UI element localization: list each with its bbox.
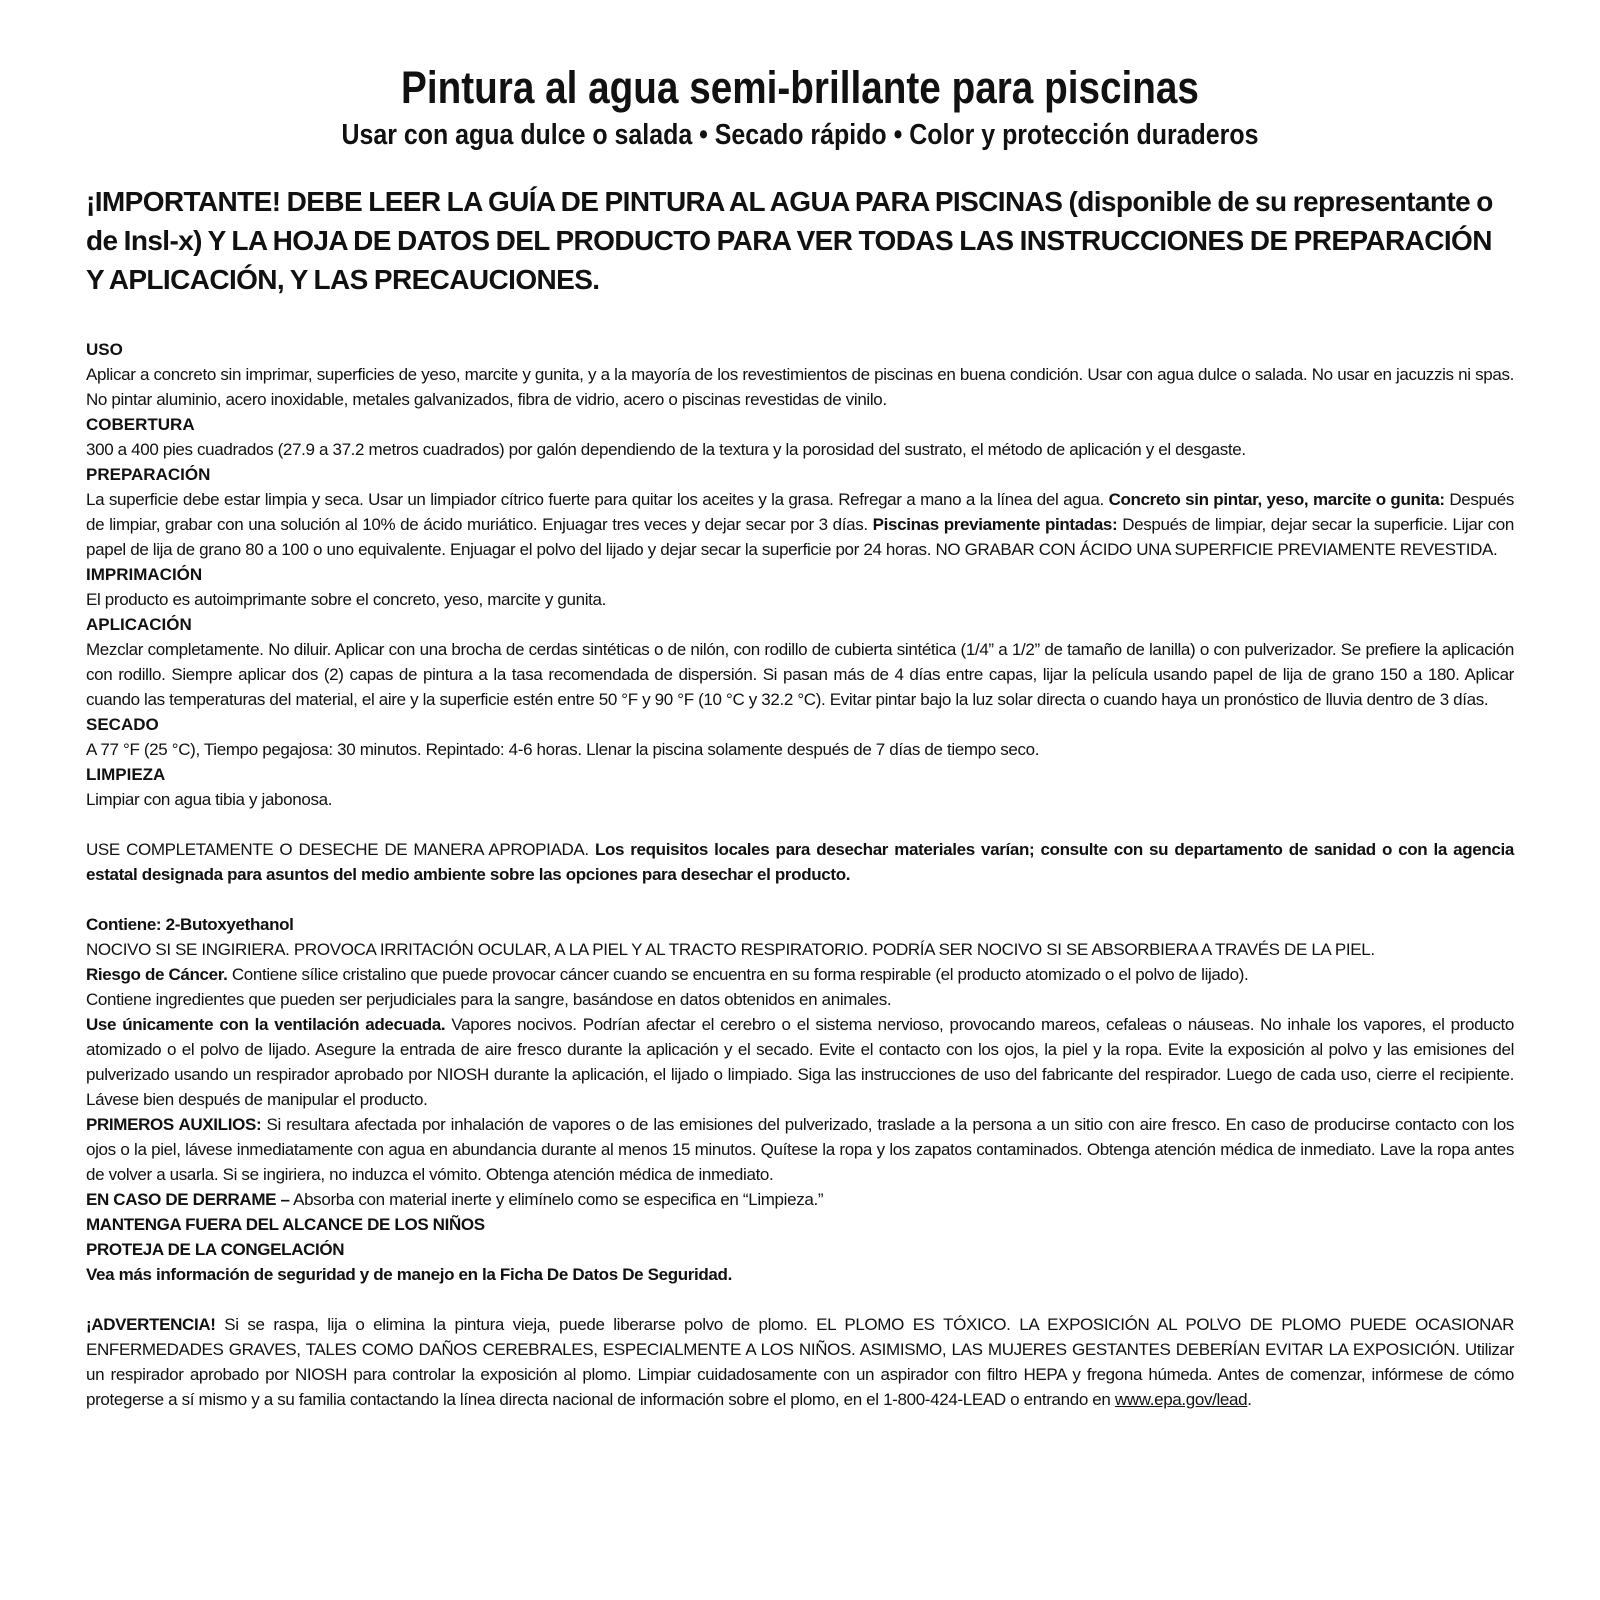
bold-text: Use únicamente con la ventilación adecuada. <box>86 1015 446 1034</box>
bold-text: PRIMEROS AUXILIOS: <box>86 1115 262 1134</box>
section-body: Mezclar completamente. No diluir. Aplicar con una brocha de cerdas sintéticas o de nilón, con rodillo de cubierta sintética (1/4” a 1/2” de tamaño de lanilla) o con pulverizador. Se prefiere la aplicación con rodillo. Siempre aplicar dos (2) capas de pintura a la tasa recomendada de dispersión. Si pasan más de 4 días entre capas, lijar la película usando papel de lija de grano 150 a 180. Aplicar cuando las temperaturas del material, el aire y la superficie estén entre 50 °F y 90 °F (10 °C y 32.2 °C). Evitar pintar bajo la luz solar directa o cuando haya un pronóstico de lluvia dentro de 3 días. <box>86 640 1514 709</box>
section-heading: APLICACIÓN <box>86 615 192 634</box>
bold-text: ¡ADVERTENCIA! <box>86 1315 216 1334</box>
bold-text: EN CASO DE DERRAME – <box>86 1190 290 1209</box>
section-body: A 77 °F (25 °C), Tiempo pegajosa: 30 minutos. Repintado: 4-6 horas. Llenar la piscina solamente después de 7 días de tiempo seco. <box>86 740 1040 759</box>
first-aid <box>86 1112 1514 1187</box>
disposal-notice <box>86 837 1514 887</box>
bold-text: Concreto sin pintar, yeso, marcite o gunita: <box>1108 490 1445 509</box>
body-text: Vapores nocivos. Podrían afectar el cerebro o el sistema nervioso, provocando mareos, cefaleas o náuseas. No inhale los vapores, el producto atomizado o el polvo de lijado. Asegure la entrada de aire fresco durante la aplicación y el secado. Evite el contacto con los ojos, la piel y la ropa. Evite la exposición al polvo y las emisiones del pulverizado usando un respirador aprobado por NIOSH durante la aplicación, el lijado o limpiado. Siga las instrucciones de uso del fabricante del respirador. Luego de cada uso, cierre el recipiente. Lávese bien después de manipular el producto. <box>86 1015 1514 1109</box>
section-aplicacion <box>86 612 1514 712</box>
section-body: El producto es autoimprimante sobre el concreto, yeso, marcite y gunita. <box>86 590 607 609</box>
section-limpieza <box>86 762 1514 812</box>
product-sections <box>86 337 1514 1412</box>
section-heading: SECADO <box>86 715 159 734</box>
ventilation-warning <box>86 1012 1514 1112</box>
bold-text: Los requisitos locales para desechar materiales varían; consulte con su departamento de sanidad o con la agencia estatal designada para asuntos del medio ambiente sobre las opciones para desechar el producto. <box>86 840 1514 884</box>
body-text: . <box>1247 1390 1252 1409</box>
section-heading: PREPARACIÓN <box>86 465 211 484</box>
section-secado <box>86 712 1514 762</box>
section-heading: COBERTURA <box>86 415 195 434</box>
spill-instructions <box>86 1187 1514 1212</box>
section-preparacion <box>86 462 1514 562</box>
bold-text: Piscinas previamente pintadas: <box>872 515 1118 534</box>
section-body: Limpiar con agua tibia y jabonosa. <box>86 790 333 809</box>
body-text: Si se raspa, lija o elimina la pintura vieja, puede liberarse polvo de plomo. EL PLOMO ES TÓXICO. LA EXPOSICIÓN AL POLVO DE PLOMO PUEDE OCASIONAR ENFERMEDADES GRAVES, TALES COMO DAÑOS CEREBRALES, ESPECIALMENTE A LOS NIÑOS. ASIMISMO, LAS MUJERES GESTANTES DEBERÍAN EVITAR LA EXPOSICIÓN. Utilizar un respirador aprobado por NIOSH para controlar la exposición al plomo. Limpiar cuidadosamente con un aspirador con filtro HEPA y fregona húmeda. Antes de comenzar, infórmese de cómo protegerse a sí mismo y a su familia contactando la línea directa nacional de información sobre el plomo, en el 1-800-424-LEAD o entrando en <box>86 1315 1514 1409</box>
body-text: Después de limpiar, grabar con una solución al 10% de ácido muriático. Enjuagar tres veces y dejar secar por 3 días. <box>86 490 1514 534</box>
lead-warning <box>86 1312 1514 1412</box>
body-text: USE COMPLETAMENTE O DESECHE DE MANERA APROPIADA. <box>86 840 595 859</box>
section-uso <box>86 337 1514 412</box>
epa-link[interactable]: www.epa.gov/lead <box>1114 1390 1248 1409</box>
section-body: 300 a 400 pies cuadrados (27.9 a 37.2 metros cuadrados) por galón dependiendo de la textura y la porosidad del sustrato, el método de aplicación y el desgaste. <box>86 440 1246 459</box>
section-heading: USO <box>86 340 123 359</box>
contains-ingredient: Contiene: 2-Butoxyethanol <box>86 915 294 934</box>
cancer-risk <box>86 962 1514 987</box>
body-text: Contiene sílice cristalino que puede provocar cáncer cuando se encuentra en su forma respirable (el producto atomizado o el polvo de lijado). <box>227 965 1249 984</box>
body-text: Absorba con material inerte y elimínelo como se especifica en “Limpieza.” <box>289 1190 824 1209</box>
page-subtitle: Usar con agua dulce o salada • Secado rápido • Color y protección duraderos <box>341 119 1259 151</box>
body-text: La superficie debe estar limpia y seca. Usar un limpiador cítrico fuerte para quitar los aceites y la grasa. Refregar a mano a la línea del agua. <box>86 490 1109 509</box>
freeze-warning: PROTEJA DE LA CONGELACIÓN <box>86 1240 345 1259</box>
section-heading: LIMPIEZA <box>86 765 166 784</box>
section-body <box>86 487 1514 562</box>
important-notice: ¡IMPORTANTE! DEBE LEER LA GUÍA DE PINTURA AL AGUA PARA PISCINAS (disponible de su representante o de Insl-x) Y LA HOJA DE DATOS DEL PRODUCTO PARA VER TODAS LAS INSTRUCCIONES DE PREPARACIÓN Y APLICACIÓN, Y LAS PRECAUCIONES. <box>86 186 1493 295</box>
body-text: Si resultara afectada por inhalación de vapores o de las emisiones del pulverizado, traslade a la persona a un sitio con aire fresco. En caso de producirse contacto con los ojos o la piel, lávese inmediatamente con agua en abundancia durante al menos 15 minutos. Quítese la ropa y los zapatos contaminados. Obtenga atención médica de inmediato. Lave la ropa antes de volver a usarla. Si se ingiriera, no induzca el vómito. Obtenga atención médica de inmediato. <box>86 1115 1514 1184</box>
safety-block <box>86 912 1514 1287</box>
bold-text: Riesgo de Cáncer. <box>86 965 228 984</box>
children-warning: MANTENGA FUERA DEL ALCANCE DE LOS NIÑOS <box>86 1215 485 1234</box>
more-info: Vea más información de seguridad y de manejo en la Ficha De Datos De Seguridad. <box>86 1265 732 1284</box>
harmful-warning: NOCIVO SI SE INGIRIERA. PROVOCA IRRITACIÓN OCULAR, A LA PIEL Y AL TRACTO RESPIRATORIO. PODRÍA SER NOCIVO SI SE ABSORBIERA A TRAVÉS DE LA PIEL. <box>86 940 1375 959</box>
page-title: Pintura al agua semi-brillante para piscinas <box>401 62 1199 113</box>
section-heading: IMPRIMACIÓN <box>86 565 203 584</box>
blood-warning: Contiene ingredientes que pueden ser perjudiciales para la sangre, basándose en datos obtenidos en animales. <box>86 990 892 1009</box>
section-cobertura <box>86 412 1514 462</box>
section-body: Aplicar a concreto sin imprimar, superficies de yeso, marcite y gunita, y a la mayoría de los revestimientos de piscinas en buena condición. Usar con agua dulce o salada. No usar en jacuzzis ni spas. No pintar aluminio, acero inoxidable, metales galvanizados, fibra de vidrio, acero o piscinas revestidas de vinilo. <box>86 365 1514 409</box>
body-text: Después de limpiar, dejar secar la superficie. Lijar con papel de lija de grano 80 a 100 o uno equivalente. Enjuagar el polvo del lijado y dejar secar la superficie por 24 horas. NO GRABAR CON ÁCIDO UNA SUPERFICIE PREVIAMENTE REVESTIDA. <box>86 515 1515 559</box>
section-imprimacion <box>86 562 1514 612</box>
